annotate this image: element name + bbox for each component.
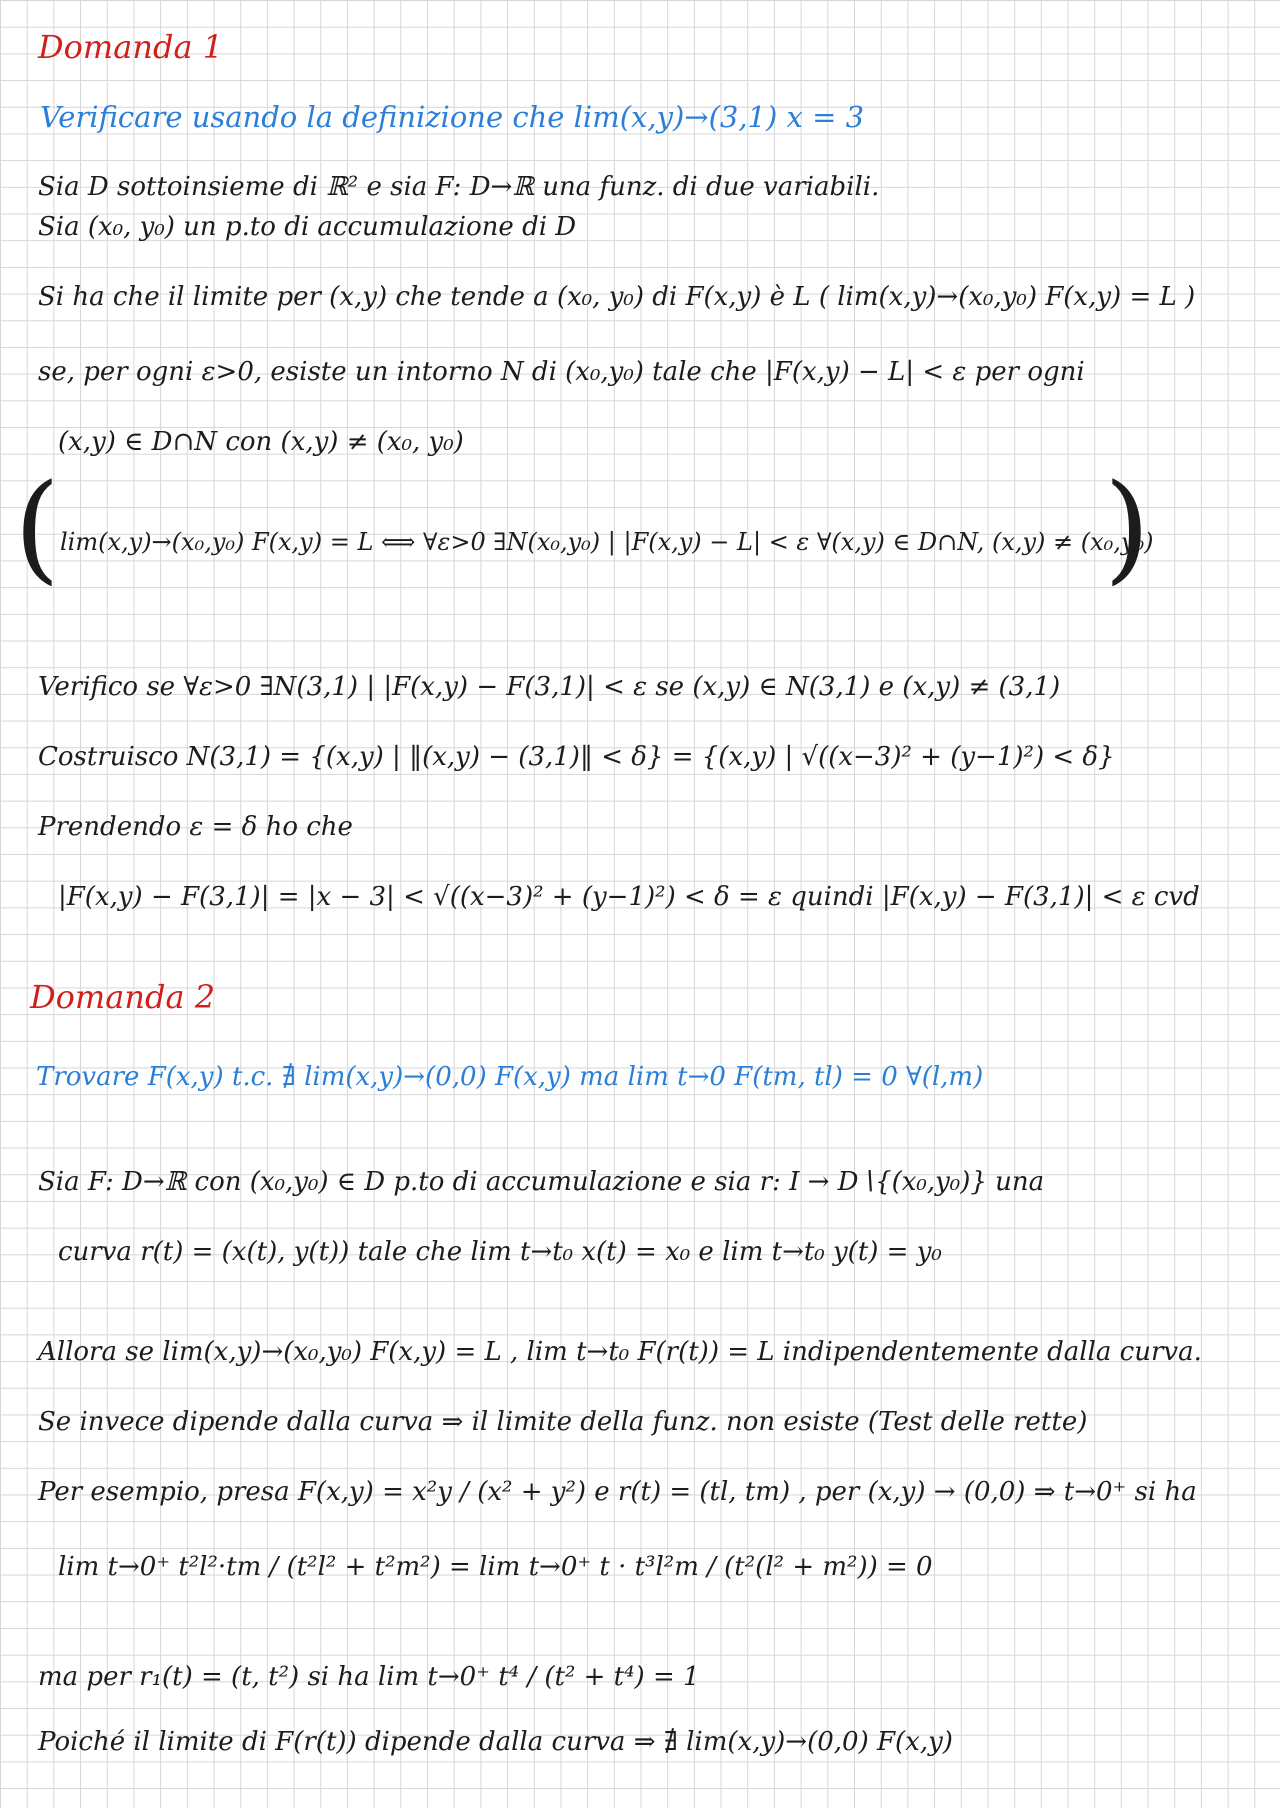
boxed-left-paren: ( [14,458,61,596]
question-2-prompt: Trovare F(x,y) t.c. ∄ lim(x,y)→(0,0) F(x,y) ma lim t→0 F(tm, tl) = 0 ∀(l,m) [36,1062,984,1092]
example-limit-line: lim t→0⁺ t²l²·tm / (t²l² + t²m²) = lim t→0⁺ t · t³l²m / (t²(l² + m²)) = 0 [58,1552,933,1582]
curve-line-1: Sia F: D→ℝ con (x₀,y₀) ∈ D p.to di accumulazione e sia r: I → D∖{(x₀,y₀)} una [38,1167,1045,1197]
parabola-line: ma per r₁(t) = (t, t²) si ha lim t→0⁺ t⁴ / (t² + t⁴) = 1 [38,1662,700,1692]
curve-line-2: curva r(t) = (x(t), y(t)) tale che lim t→t₀ x(t) = x₀ e lim t→t₀ y(t) = y₀ [58,1237,942,1267]
proof-line-3: Prendendo ε = δ ho che [38,812,353,842]
curve-line-4: Se invece dipende dalla curva ⇒ il limite della funz. non esiste (Test delle rette) [38,1407,1088,1437]
question-1-title: Domanda 1 [38,28,224,66]
question-2-title: Domanda 2 [30,978,216,1016]
curve-line-3: Allora se lim(x,y)→(x₀,y₀) F(x,y) = L , lim t→t₀ F(r(t)) = L indipendentemente dalla curva. [38,1337,1202,1367]
boxed-right-paren: ) [1104,458,1151,596]
limit-definition-formula: lim(x,y)→(x₀,y₀) F(x,y) = L ⟺ ∀ε>0 ∃N(x₀,y₀) | |F(x,y) − L| < ε ∀(x,y) ∈ D∩N, (x,y) ≠ (x₀,y₀) [60,528,1154,556]
example-line-1: Per esempio, presa F(x,y) = x²y / (x² + y²) e r(t) = (tl, tm) , per (x,y) → (0,0) ⇒ t→0⁺ si ha [38,1477,1197,1507]
proof-line-4: |F(x,y) − F(3,1)| = |x − 3| < √((x−3)² + (y−1)²) < δ = ε quindi |F(x,y) − F(3,1)| < ε cvd [58,882,1200,912]
definition-line-4: se, per ogni ε>0, esiste un intorno N di (x₀,y₀) tale che |F(x,y) − L| < ε per ogni [38,357,1085,387]
proof-line-1: Verifico se ∀ε>0 ∃N(3,1) | |F(x,y) − F(3,1)| < ε se (x,y) ∈ N(3,1) e (x,y) ≠ (3,1) [38,672,1061,702]
definition-line-5: (x,y) ∈ D∩N con (x,y) ≠ (x₀, y₀) [58,427,464,457]
proof-line-2: Costruisco N(3,1) = {(x,y) | ‖(x,y) − (3,1)‖ < δ} = {(x,y) | √((x−3)² + (y−1)²) < δ} [38,742,1115,772]
definition-line-2: Sia (x₀, y₀) un p.to di accumulazione di D [38,212,577,242]
definition-line-3: Si ha che il limite per (x,y) che tende a (x₀, y₀) di F(x,y) è L ( lim(x,y)→(x₀,y₀) F(x,y) = L ) [38,282,1196,312]
question-1-prompt: Verificare usando la definizione che lim(x,y)→(3,1) x = 3 [40,100,865,134]
definition-line-1: Sia D sottoinsieme di ℝ² e sia F: D→ℝ una funz. di due variabili. [38,172,880,202]
conclusion-line: Poiché il limite di F(r(t)) dipende dalla curva ⇒ ∄ lim(x,y)→(0,0) F(x,y) [38,1727,953,1757]
